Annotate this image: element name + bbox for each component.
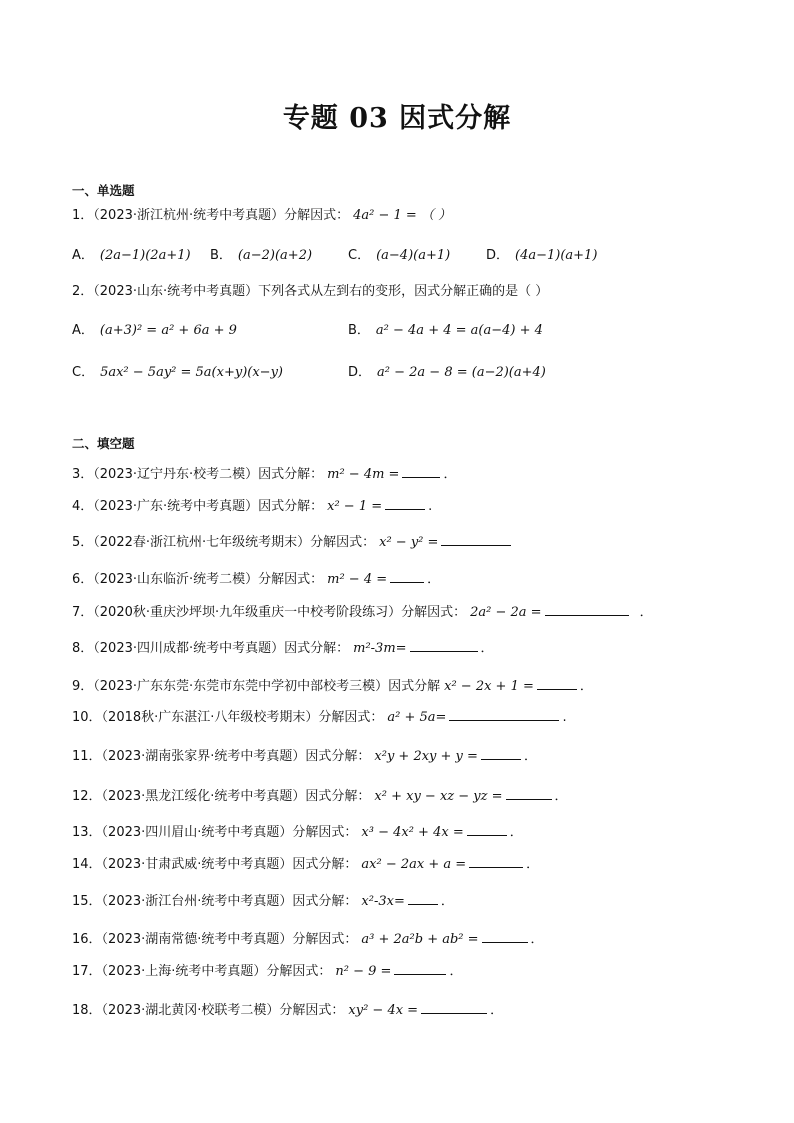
question-text: 10．（2018秋·广东湛江·八年级校考期末）分解因式： — [72, 710, 384, 725]
question-expression: a² + 5a= — [387, 710, 447, 725]
question-tail: ． — [509, 825, 523, 840]
question-expression: m² − 4m = — [327, 467, 400, 482]
q1-option-c[interactable] — [348, 244, 450, 263]
answer-blank[interactable] — [394, 961, 446, 975]
question-4 — [72, 496, 432, 516]
section-heading-single-choice: 一、单选题 — [72, 183, 135, 198]
question-13 — [72, 822, 523, 842]
question-text: 14．（2023·甘肃武威·统考中考真题）因式分解： — [72, 857, 358, 872]
option-letter: C． — [72, 365, 95, 380]
question-text: 12．（2023·黑龙江绥化·统考中考真题）因式分解： — [72, 789, 371, 804]
question-11 — [72, 746, 537, 766]
option-expression: (a+3)² = a² + 6a + 9 — [99, 323, 237, 338]
answer-blank[interactable] — [441, 532, 511, 546]
answer-blank[interactable] — [467, 822, 507, 836]
question-text: 2．（2023·山东·统考中考真题）下列各式从左到右的变形，因式分解正确的是（ ） — [72, 284, 549, 299]
option-expression: 5ax² − 5ay² = 5a(x+y)(x−y) — [100, 365, 283, 380]
question-text: 6．（2023·山东临沂·统考二模）分解因式： — [72, 572, 324, 587]
question-text: 4．（2023·广东·统考中考真题）因式分解： — [72, 499, 324, 514]
q1-option-d[interactable] — [486, 244, 597, 263]
option-expression: (a−2)(a+2) — [237, 248, 313, 263]
question-expression: x² + xy − xz − yz = — [374, 789, 503, 804]
option-letter: A． — [72, 248, 94, 263]
option-expression: a² − 2a − 8 = (a−2)(a+4) — [377, 365, 546, 380]
answer-blank[interactable] — [545, 602, 629, 616]
question-expression: x²y + 2xy + y = — [374, 749, 478, 764]
question-15 — [72, 891, 454, 911]
question-3 — [72, 464, 456, 484]
option-letter: B． — [210, 248, 232, 263]
question-expression: m²-3m= — [353, 641, 407, 656]
option-letter: B． — [348, 323, 370, 338]
question-tail: . — [428, 499, 433, 514]
question-tail: ． — [579, 679, 593, 694]
q2-option-a[interactable] — [72, 319, 237, 338]
answer-blank[interactable] — [482, 929, 528, 943]
question-text: 18．（2023·湖北黄冈·校联考二模）分解因式： — [72, 1003, 345, 1018]
question-text: 11．（2023·湖南张家界·统考中考真题）因式分解： — [72, 749, 371, 764]
question-expression: x²-3x= — [361, 894, 405, 909]
question-expression: m² − 4 = — [327, 572, 388, 587]
q2-option-b[interactable] — [348, 319, 543, 338]
question-expression: xy² − 4x = — [348, 1003, 419, 1018]
question-expression: a³ + 2a²b + ab² = — [361, 932, 479, 947]
answer-blank[interactable] — [481, 746, 521, 760]
q2-option-c[interactable] — [72, 361, 283, 380]
option-letter: A． — [72, 323, 94, 338]
question-14 — [72, 854, 539, 874]
question-17 — [72, 961, 462, 981]
option-letter: D． — [486, 248, 510, 263]
option-expression: (a−4)(a+1) — [376, 248, 451, 263]
question-expression: 2a² − 2a = — [470, 605, 542, 620]
question-tail: ． — [554, 789, 568, 804]
question-expression: x² − 1 = — [327, 499, 383, 514]
question-2 — [72, 283, 548, 301]
question-text: 3．（2023·辽宁丹东·校考二模）因式分解： — [72, 467, 324, 482]
question-tail: ． — [639, 605, 653, 620]
answer-blank[interactable] — [402, 464, 440, 478]
question-expression: ax² − 2ax + a = — [361, 857, 467, 872]
question-expression: 4a² − 1 = （ ） — [353, 208, 452, 223]
question-expression: x² − 2x + 1 = — [444, 679, 534, 694]
question-text: 1．（2023·浙江杭州·统考中考真题）分解因式： — [72, 208, 350, 223]
answer-blank[interactable] — [410, 638, 478, 652]
question-8 — [72, 638, 494, 658]
question-text: 16．（2023·湖南常德·统考中考真题）分解因式： — [72, 932, 358, 947]
question-expression: x³ − 4x² + 4x = — [361, 825, 464, 840]
q2-option-d[interactable] — [348, 361, 546, 380]
answer-blank[interactable] — [421, 1000, 487, 1014]
question-tail: ． — [523, 749, 537, 764]
option-expression: (2a−1)(2a+1) — [99, 248, 191, 263]
question-tail: ． — [443, 467, 457, 482]
question-tail: ． — [427, 572, 441, 587]
option-letter: D． — [348, 365, 372, 380]
answer-blank[interactable] — [385, 496, 425, 510]
question-9 — [72, 676, 593, 696]
question-expression: x² − y² = — [379, 535, 439, 550]
answer-blank[interactable] — [537, 676, 577, 690]
question-text: 8．（2023·四川成都·统考中考真题）因式分解： — [72, 641, 350, 656]
question-18 — [72, 1000, 503, 1020]
question-1 — [72, 207, 451, 225]
question-12 — [72, 786, 568, 806]
question-tail: ． — [530, 932, 544, 947]
question-tail: ． — [490, 1003, 504, 1018]
answer-blank[interactable] — [449, 707, 559, 721]
section-heading-fill-blank: 二、填空题 — [72, 436, 135, 451]
question-7 — [72, 602, 653, 622]
question-text: 17．（2023·上海·统考中考真题）分解因式： — [72, 964, 332, 979]
question-tail: ． — [440, 894, 454, 909]
option-letter: C． — [348, 248, 371, 263]
page-title: 专题 03 因式分解 — [282, 103, 512, 134]
question-text: 13．（2023·四川眉山·统考中考真题）分解因式： — [72, 825, 358, 840]
question-text: 7．（2020秋·重庆沙坪坝·九年级重庆一中校考阶段练习）分解因式： — [72, 605, 467, 620]
question-6 — [72, 569, 440, 589]
question-expression: n² − 9 = — [335, 964, 392, 979]
answer-blank[interactable] — [506, 786, 552, 800]
answer-blank[interactable] — [469, 854, 523, 868]
question-text: 9．（2023·广东东莞·东莞市东莞中学初中部校考三模）因式分解 — [72, 679, 441, 694]
question-16 — [72, 929, 544, 949]
question-tail: ． — [449, 964, 463, 979]
question-10 — [72, 707, 567, 727]
question-5 — [72, 532, 514, 552]
question-text: 15．（2023·浙江台州·统考中考真题）因式分解： — [72, 894, 358, 909]
option-expression: a² − 4a + 4 = a(a−4) + 4 — [375, 323, 543, 338]
question-tail: ． — [480, 641, 494, 656]
q1-option-a[interactable] — [72, 244, 191, 263]
question-tail: . — [562, 710, 567, 725]
option-expression: (4a−1)(a+1) — [515, 248, 598, 263]
answer-blank[interactable] — [408, 891, 438, 905]
answer-blank[interactable] — [390, 569, 424, 583]
question-tail: ． — [526, 857, 540, 872]
q1-option-b[interactable] — [210, 244, 312, 263]
question-text: 5．（2022春·浙江杭州·七年级统考期末）分解因式： — [72, 535, 376, 550]
